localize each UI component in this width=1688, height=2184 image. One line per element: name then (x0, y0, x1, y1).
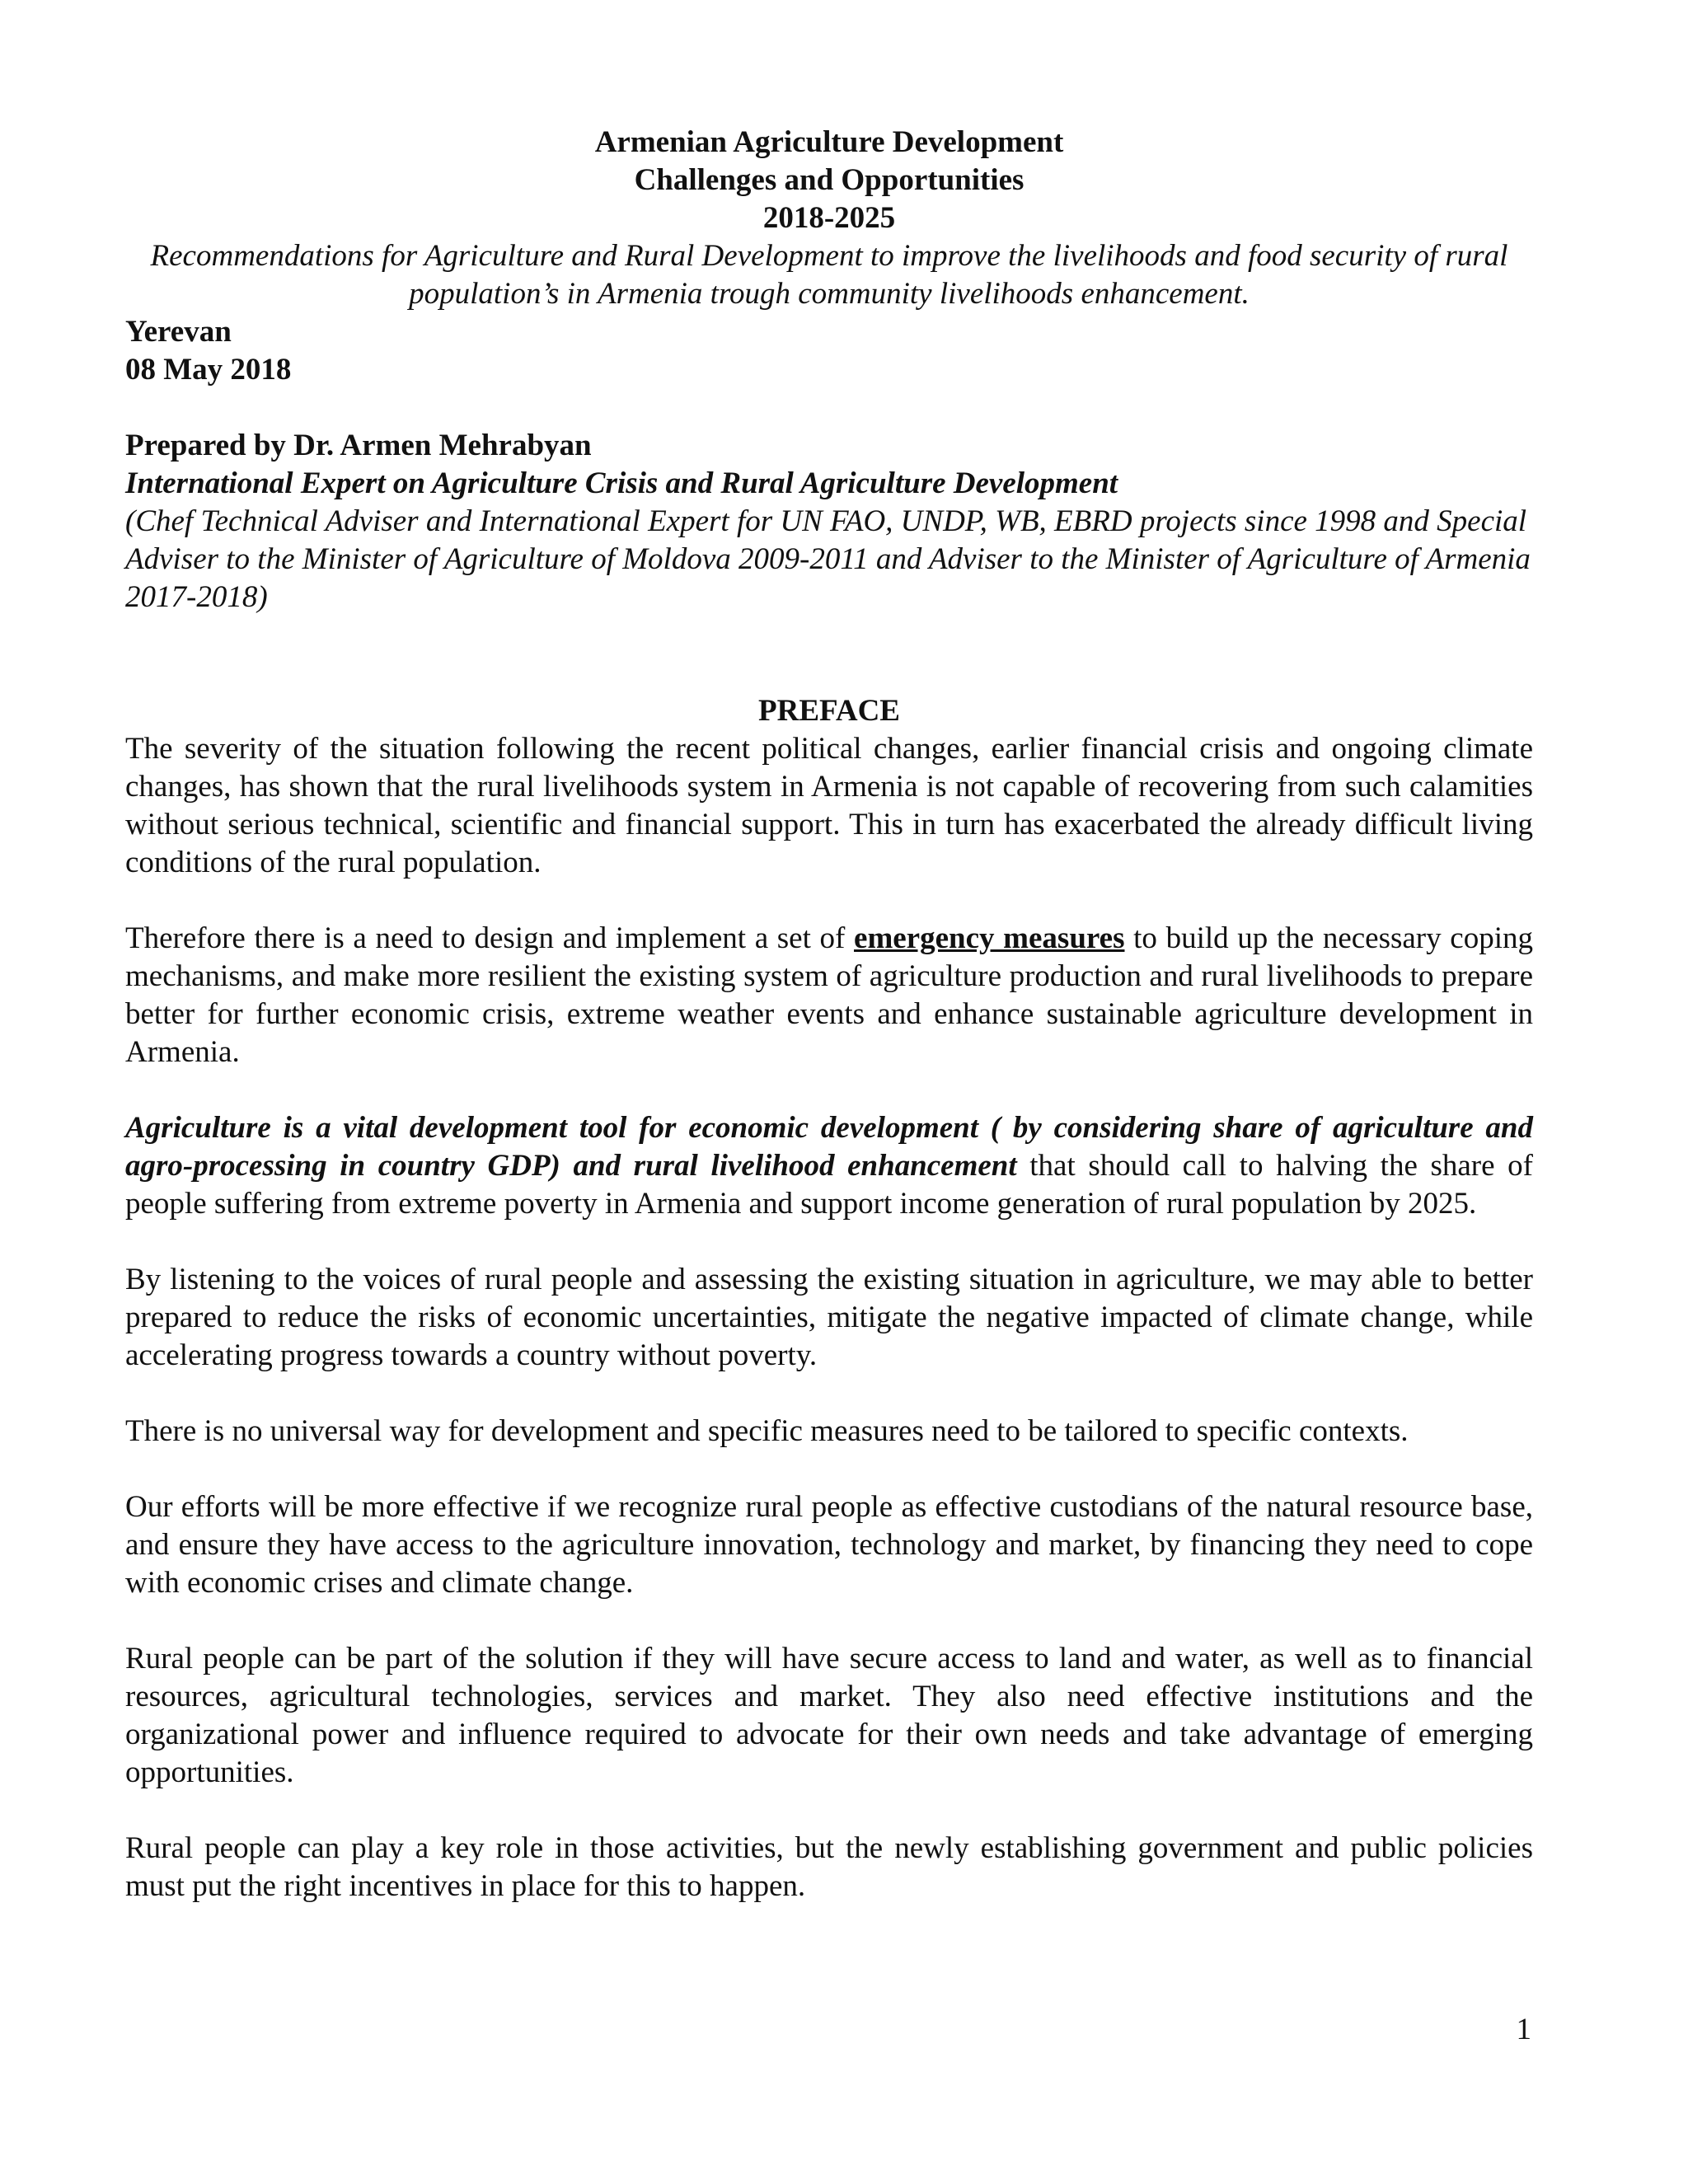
preface-paragraph-2 (125, 920, 1533, 1071)
preface-paragraph-5: There is no universal way for development and specific measures need to be tailored to specific contexts. (125, 1414, 1409, 1448)
agriculture-emphasis: Agriculture is a vital development tool for economic development ( by considering share of agriculture and agro-processing in country GDP) and rural livelihood enhancement (125, 1111, 1533, 1183)
subtitle: Recommendations for Agriculture and Rural Development to improve the livelihoods and food security of rural population’s in Armenia trough community livelihoods enhancement. (150, 239, 1508, 311)
date: 08 May 2018 (125, 353, 292, 387)
page-number: 1 (1516, 2013, 1531, 2046)
page-content (125, 124, 1533, 1943)
preface-paragraph-8: Rural people can play a key role in those activities, but the newly establishing government and public policies must put the right incentives in place for this to happen. (125, 1831, 1533, 1903)
preface-heading: PREFACE (758, 694, 900, 728)
preface-paragraph-4: By listening to the voices of rural people and assessing the existing situation in agriculture, we may able to better prepared to reduce the risks of economic uncertainties, mitigate the negative impacted of climate change, while accelerating progress towards a country without poverty. (125, 1263, 1533, 1372)
title-block (125, 124, 1533, 313)
place: Yerevan (125, 315, 232, 349)
prepared-by: Prepared by Dr. Armen Mehrabyan (125, 429, 592, 462)
emergency-measures-emphasis: emergency measures (854, 921, 1125, 955)
preface-paragraph-3 (125, 1109, 1533, 1223)
preface-paragraph-6: Our efforts will be more effective if we recognize rural people as effective custodians of the natural resource base, and ensure they have access to the agriculture innovation, technology and market, by financing they need to cope with economic crises and climate change. (125, 1490, 1533, 1600)
paragraph-2-text-start: Therefore there is a need to design and implement a set of (125, 921, 855, 955)
author-role: International Expert on Agriculture Crisis and Rural Agriculture Development (125, 466, 1118, 500)
preface-paragraph-1: The severity of the situation following the recent political changes, earlier financial crisis and ongoing climate changes, has shown that the rural livelihoods system in Armenia is not capable of recovering from such calamities without serious technical, scientific and financial support. This in turn has exacerbated the already difficult living conditions of the rural population. (125, 732, 1533, 879)
title-line-1: Armenian Agriculture Development (594, 125, 1064, 159)
preface-paragraph-7: Rural people can be part of the solution if they will have secure access to land and water, as well as to financial resources, agricultural technologies, services and market. They also need effective institutions and the organizational power and influence required to advocate for their own needs and take advantage of emerging opportunities. (125, 1642, 1533, 1789)
author-bio: (Chef Technical Adviser and International Expert for UN FAO, UNDP, WB, EBRD projects since 1998 and Special Adviser to the Minister of Agriculture of Moldova 2009-2011 and Adviser to the Minister of Agriculture of Armenia 2017-2018) (125, 504, 1531, 614)
title-line-3: 2018-2025 (762, 201, 896, 235)
paragraph-3-text-end: that should call to halving the share of people suffering from extreme poverty in Armenia and support income generation of rural population by 2025. (125, 1149, 1533, 1221)
title-line-2: Challenges and Opportunities (634, 163, 1025, 197)
paragraph-2-text-end: to build up the necessary coping mechanisms, and make more resilient the existing system of agriculture production and rural livelihoods to prepare better for further economic crisis, extreme weather events and enhance sustainable agriculture development in Armenia. (125, 921, 1533, 1069)
